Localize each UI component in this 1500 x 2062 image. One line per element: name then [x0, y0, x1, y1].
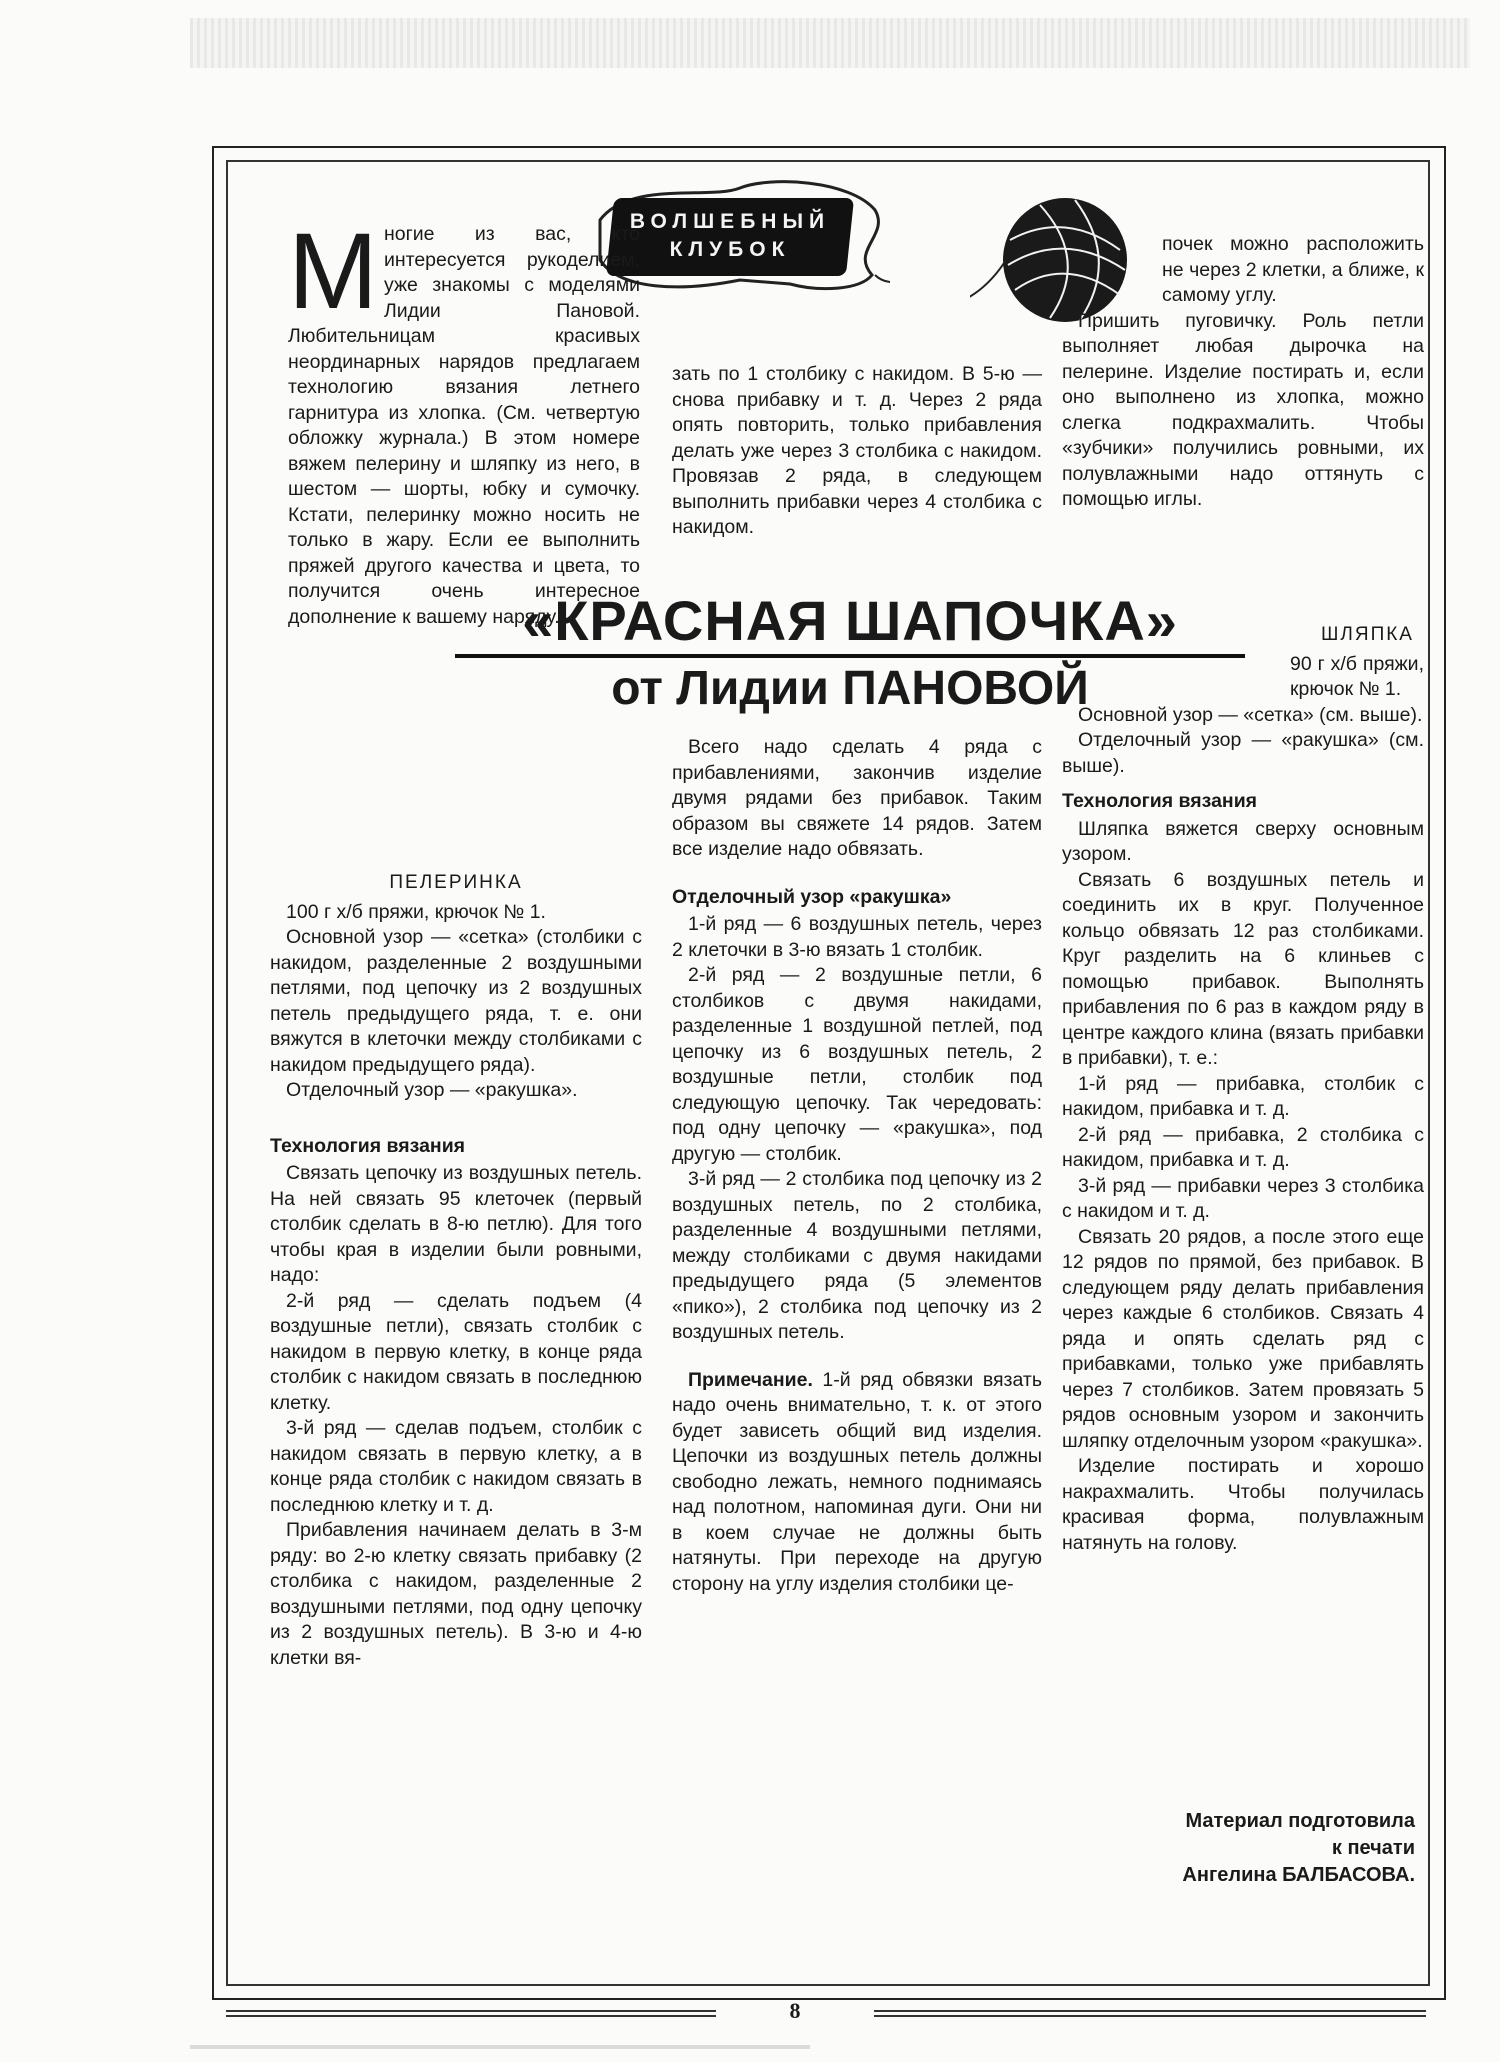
dropcap: М [288, 210, 378, 331]
intro-column [288, 210, 640, 630]
col3-a2: Пришить пуговичку. Роль петли выполняет любая дырочка на пелерине. Изделие постирать и, если оно выполнено из хлопка, можно слегка подкрахмалить. Чтобы «зубчики» получились ровными, их полувлажными надо оттянуть с помощью иглы. [1062, 309, 1424, 510]
page-number-rule-left [226, 2010, 716, 2017]
col3-a1: почек можно расположить не через 2 клетки, а ближе, к самому углу. [1162, 233, 1424, 306]
pelerinka-t3: 3-й ряд — сделав подъем, столбик с накидом связать в первую клетку, а в конце ряда столбик с накидом связать в последнюю клетку и т. д. [270, 1417, 642, 1516]
hat-heading: ШЛЯПКА [1320, 624, 1414, 645]
col2-top [672, 362, 1042, 541]
hat-t6: Связать 20 рядов, а после этого еще 12 рядов по прямой, без прибавок. В следующем ряду делать прибавления через каждые 6 столбиков. Связать 4 ряда и опять сделать ряд с прибавками, только уже прибавлять через 7 столбиков. Затем провязать 5 рядов основным узором и закончить шляпку отделочным узором «ракушка». [1062, 1225, 1424, 1452]
title-sub: от Лидии ПАНОВОЙ [611, 662, 1089, 715]
intro-paragraph [288, 210, 640, 630]
pelerinka-column [270, 860, 642, 1671]
pelerinka-p2: Основной узор — «сетка» (столбики с накидом, разделенные 2 воздушными петлями, под цепочку из 2 воздушных петель предыдущего ряда, т. е. они вяжутся в клеточки между столбиками с накидом предыдущего ряда). [270, 926, 642, 1076]
pelerinka-t4: Прибавления начинаем делать в 3-м ряду: во 2-ю клетку связать прибавку (2 столбика с накидом, разделенные 2 воздушными петлями, под одну цепочку из 2 воздушных петель). В 3-ю и 4-ю клетки вя- [270, 1519, 642, 1669]
rubric-line-2: КЛУБОК [669, 238, 791, 261]
scan-artifact-top [190, 18, 1470, 68]
hat-t3: 1-й ряд — прибавка, столбик с накидом, прибавка и т. д. [1062, 1072, 1424, 1120]
shell-s3: 3-й ряд — 2 столбика под цепочку из 2 воздушных петель, по 2 столбика, разделенные 4 воздушными петлями, между столбиками с двумя накидами предыдущего ряда (5 элементов «пико»), 2 столбика под цепочку из 2 воздушных петель. [672, 1168, 1042, 1343]
hat-h1: 90 г х/б пряжи, крючок № 1. [1290, 652, 1424, 700]
pelerinka-t1: Связать цепочку из воздушных петель. На ней связать 95 клеточек (первый столбик сделать в 8-ю петлю). Для того чтобы края в изделии были ровными, надо: [270, 1162, 642, 1286]
pelerinka-heading: ПЕЛЕРИНКА [389, 872, 523, 893]
hat-t1: Шляпка вяжется сверху основным узором. [1062, 817, 1424, 865]
col2-c1: зать по 1 столбику с накидом. В 5-ю — снова прибавку и т. д. Через 2 ряда опять повторить, только прибавления делать уже через 3 столбика с накидом. Провязав 2 ряда, в следующем выполнить прибавки через 4 столбика с накидом. [672, 363, 1042, 538]
col2-c2: Всего надо сделать 4 ряда с прибавлениями, закончив изделие двумя рядами без прибавок. Таким образом вы свяжете 14 рядов. Затем все изделие надо обвязать. [672, 736, 1042, 860]
col3-top [1062, 232, 1424, 513]
title-main: «КРАСНАЯ ШАПОЧКА» [522, 589, 1178, 652]
pelerinka-tech-heading: Технология вязания [270, 1134, 466, 1157]
hat-t7: Изделие постирать и хорошо накрахмалить. Чтобы получилась красивая форма, полувлажным натянуть на голову. [1062, 1455, 1424, 1554]
shell-s2: 2-й ряд — 2 воздушные петли, 6 столбиков с двумя накидами, разделенные 1 воздушной петлей, под цепочку из 6 воздушных петель, 2 воздушные петли, столбик под следующую цепочку. Так чередовать: под одну цепочку — «ракушка», под другую — столбик. [672, 964, 1042, 1165]
page-number-rule-right [874, 2010, 1426, 2017]
note-text: 1-й ряд обвязки вязать надо очень внимательно, т. к. от этого будет зависеть общий вид изделия. Цепочки из воздушных петель должны свободно лежать, немного поднимаясь над полотном, напоминая дуги. Они ни в коем случае не должны быть натянуты. При переходе на другую сторону на углу изделия столбики це- [672, 1368, 1042, 1595]
page-number [700, 1998, 890, 2028]
hat-tech-heading: Технология вязания [1062, 790, 1258, 812]
signature-line-2: к печати [1331, 1837, 1415, 1859]
intro-text: ногие из вас, кто интересуется рукоделием, уже знакомы с моделями Лидии Пановой. Любительницам красивых неординарных нарядов предлагаем технологию вязания летнего гарнитура из хлопка. (См. четвертую обложку журнала.) В этом номере вяжем пелерину и шляпку из него, в шестом — шорты, юбку и сумочку. Кстати, пелеринку можно носить не только в жару. Если ее выполнить пряжей другого качества и цвета, то получится очень интересное дополнение к вашему наряду. [288, 223, 640, 628]
pelerinka-p3: Отделочный узор — «ракушка». [286, 1079, 578, 1101]
shell-s1: 1-й ряд — 6 воздушных петель, через 2 клеточки в 3-ю вязать 1 столбик. [672, 913, 1042, 961]
note-label: Примечание. [688, 1368, 813, 1391]
pelerinka-p1: 100 г х/б пряжи, крючок № 1. [286, 900, 546, 923]
signature-line-3: Ангелина БАЛБАСОВА. [1182, 1864, 1415, 1886]
hat-column [1062, 612, 1424, 1556]
shell-heading: Отделочный узор «ракушка» [672, 885, 952, 908]
hat-t2: Связать 6 воздушных петель и соединить их в круг. Полученное кольцо обвязать 12 раз столбиками. Круг разделить на 6 клиньев с помощью прибавок. Выполнять прибавления по 6 раз в каждом ряду в центре каждого клина (вязать прибавки в прибавки), т. е.: [1062, 868, 1424, 1069]
author-signature [1105, 1808, 1415, 1889]
hat-h2: Основной узор — «сетка» (см. выше). [1078, 703, 1423, 726]
hat-t5: 3-й ряд — прибавки через 3 столбика с накидом и т. д. [1062, 1174, 1424, 1222]
hat-h3: Отделочный узор — «ракушка» (см. выше). [1062, 729, 1424, 777]
pelerinka-t2: 2-й ряд — сделать подъем (4 воздушные петли), связать столбик с накидом в первую клетку, в конце ряда столбик с накидом связать в последнюю клетку. [270, 1289, 642, 1414]
signature-line-1: Материал подготовила [1185, 1810, 1415, 1832]
page-number-text: 8 [789, 1998, 801, 2023]
rubric-line-1: ВОЛШЕБНЫЙ [629, 210, 831, 233]
note-paragraph [672, 1368, 1042, 1598]
scan-artifact-bottom [190, 2045, 810, 2049]
col2-bottom [672, 735, 1042, 1597]
hat-t4: 2-й ряд — прибавка, 2 столбика с накидом, прибавка и т. д. [1062, 1123, 1424, 1171]
